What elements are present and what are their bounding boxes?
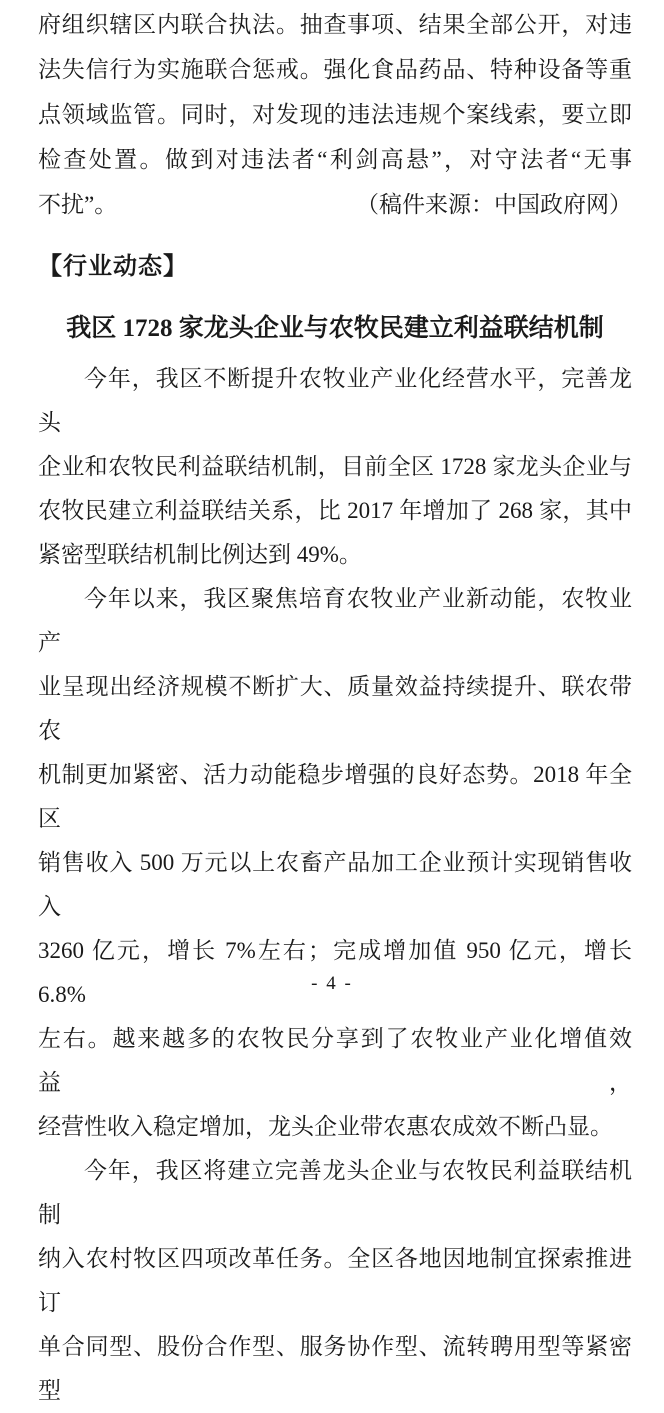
article-paragraph-2 (38, 577, 632, 1149)
paragraph-line: 纳入农村牧区四项改革任务。全区各地因地制宜探索推进订 (38, 1246, 632, 1315)
paragraph-line: 点领域监管。同时，对发现的违法违规个案线索，要立即 (38, 102, 632, 127)
paragraph-line: 农牧民建立利益联结关系，比 2017 年增加了 268 家，其中 (38, 498, 632, 523)
paragraph-line: 经营性收入稳定增加，龙头企业带农惠农成效不断凸显。 (38, 1114, 613, 1139)
paragraph-line: 府组织辖区内联合执法。抽查事项、结果全部公开，对违 (38, 12, 632, 37)
paragraph-line: 企业和农牧民利益联结机制，目前全区 1728 家龙头企业与 (38, 454, 632, 479)
paragraph-line: 紧密型联结机制比例达到 49%。 (38, 542, 362, 567)
paragraph-line: 今年，我区将建立完善龙头企业与农牧民利益联结机制 (38, 1158, 632, 1227)
article-paragraph-3 (38, 1149, 632, 1413)
paragraph-line: 左右。越来越多的农牧民分享到了农牧业产业化增值效益， (38, 1026, 632, 1095)
paragraph-line: 3260 亿元，增长 7%左右；完成增加值 950 亿元，增长 6.8% (38, 938, 632, 1007)
paragraph-line: 不扰”。 (38, 192, 118, 217)
paragraph-line: 机制更加紧密、活力动能稳步增强的良好态势。2018 年全区 (38, 762, 632, 831)
paragraph-line: 检查处置。做到对违法者“利剑高悬”，对守法者“无事 (38, 147, 632, 172)
continued-paragraph (38, 2, 632, 227)
article-headline: 我区 1728 家龙头企业与农牧民建立利益联结机制 (66, 315, 604, 342)
article-paragraph-1 (38, 357, 632, 577)
paragraph-line: 法失信行为实施联合惩戒。强化食品药品、特种设备等重 (38, 57, 632, 82)
page-number: - 4 - (311, 973, 353, 994)
paragraph-line: 今年以来，我区聚焦培育农牧业产业新动能，农牧业产 (38, 586, 632, 655)
paragraph-line: 销售收入 500 万元以上农畜产品加工企业预计实现销售收入 (38, 850, 632, 919)
paragraph-line: 今年，我区不断提升农牧业产业化经营水平，完善龙头 (38, 366, 632, 435)
source-attribution: （稿件来源：中国政府网） (356, 192, 632, 217)
paragraph-line: 业呈现出经济规模不断扩大、质量效益持续提升、联农带农 (38, 674, 632, 743)
paragraph-last-line-row (38, 182, 632, 227)
section-header: 【行业动态】 (38, 253, 188, 280)
paragraph-line: 单合同型、股份合作型、服务协作型、流转聘用型等紧密型 (38, 1334, 632, 1403)
